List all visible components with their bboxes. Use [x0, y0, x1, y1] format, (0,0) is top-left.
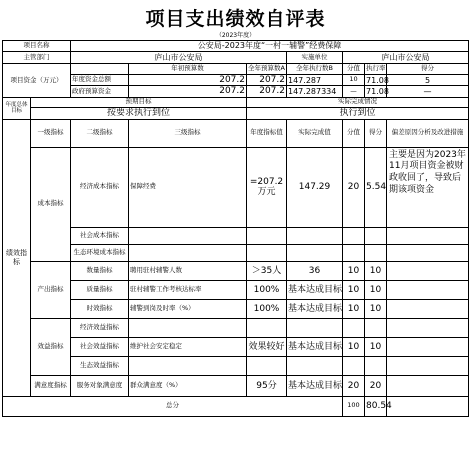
perf-l1-satisfaction: 满意度指标 — [31, 375, 71, 396]
perf-l1-output: 产出指标 — [31, 261, 71, 318]
perf-reason-empty — [387, 244, 469, 261]
impl-value: 庐山市公安局 — [343, 52, 469, 64]
perf-l2: 服务对象满意度 — [71, 375, 129, 396]
perf-actual: 36 — [287, 261, 343, 280]
funds-header-executed: 全年执行数B — [287, 64, 343, 75]
perf-score-empty — [365, 318, 387, 337]
perf-l3: 辅警到岗及时率（%） — [129, 299, 247, 318]
perf-l3: 聘用驻村辅警人数 — [129, 261, 247, 280]
perf-weight: 10 — [343, 280, 365, 299]
perf-score: 10 — [365, 299, 387, 318]
perf-target: 100% — [247, 299, 287, 318]
funds-header-weight: 分值 — [343, 64, 365, 75]
perf-l2: 经济效益指标 — [71, 318, 129, 337]
perf-reason-empty — [387, 375, 469, 396]
funds-header-rate: 执行率 — [365, 64, 387, 75]
perf-reason-empty — [387, 299, 469, 318]
perf-actual: 基本达成目标 — [287, 280, 343, 299]
perf-l1-cost: 成本指标 — [31, 147, 71, 261]
funds-weight: 10 — [343, 75, 365, 86]
goals-actual-value: 执行到位 — [247, 107, 469, 119]
funds-header-initial: 年初预算数 — [129, 64, 247, 75]
funds-weight: — — [343, 86, 365, 97]
impl-label: 实施单位 — [287, 52, 343, 64]
total-reason-empty — [387, 396, 469, 416]
perf-weight: 20 — [343, 147, 365, 227]
perf-reason-empty — [387, 280, 469, 299]
perf-l2: 社会成本指标 — [71, 227, 129, 244]
funds-executed: 147.287334 — [287, 86, 343, 97]
perf-header-l3: 三级指标 — [129, 119, 247, 147]
perf-header-reason: 偏差原因分析及改进措施 — [387, 119, 469, 147]
goals-expected-value: 按要求执行到位 — [31, 107, 247, 119]
perf-l2: 生态效益指标 — [71, 356, 129, 375]
perf-actual: 147.29 — [287, 147, 343, 227]
dept-value: 庐山市公安局 — [71, 52, 287, 64]
perf-l2: 数量指标 — [71, 261, 129, 280]
funds-rate: 71.08 — [366, 86, 389, 96]
perf-actual-empty — [287, 227, 343, 244]
funds-annual: 207.2 — [247, 75, 287, 86]
perf-target: 95分 — [247, 375, 287, 396]
perf-weight: 10 — [343, 261, 365, 280]
perf-l2: 时效指标 — [71, 299, 129, 318]
perf-target-empty — [247, 244, 287, 261]
funds-header-annual: 全年预算数A — [247, 64, 287, 75]
perf-l3: 保障经费 — [129, 147, 247, 227]
perf-actual-empty — [287, 244, 343, 261]
perf-target: =207.2万元 — [247, 147, 287, 227]
funds-executed: 147.287 — [287, 75, 343, 86]
perf-target-empty — [247, 356, 287, 375]
perf-score: 5.54 — [365, 147, 387, 227]
perf-reason: 主要是因为2023年11月项目资金被财政收回了，导致后期该项资金 — [387, 147, 469, 227]
perf-weight: 10 — [343, 299, 365, 318]
perf-l2: 生态环境成本指标 — [71, 244, 129, 261]
total-score: 80.54 — [365, 396, 387, 416]
self-evaluation-table — [2, 40, 469, 417]
funds-row-label: 年度资金总额 — [71, 75, 129, 86]
goals-label: 年度总体目标 — [3, 97, 31, 119]
perf-weight: 10 — [343, 337, 365, 356]
total-label: 总分 — [3, 396, 343, 416]
perf-l3-empty — [129, 227, 247, 244]
perf-score: 20 — [365, 375, 387, 396]
funds-annual: 207.2 — [247, 86, 287, 97]
perf-reason-empty — [387, 227, 469, 244]
perf-header-score: 得分 — [365, 119, 387, 147]
perf-actual-empty — [287, 318, 343, 337]
perf-score: 10 — [365, 280, 387, 299]
perf-score-empty — [365, 356, 387, 375]
perf-reason-empty — [387, 318, 469, 337]
funds-initial: 207.2 — [129, 86, 247, 97]
perf-weight-empty — [343, 227, 365, 244]
total-weight: 100 — [343, 396, 365, 416]
perf-l3-empty — [129, 244, 247, 261]
project-name-value: 公安局-2023年度“一村一辅警”经费保障 — [71, 41, 469, 52]
perf-l1-benefit: 效益指标 — [31, 318, 71, 375]
perf-l3: 驻村辅警工作考核达标率 — [129, 280, 247, 299]
dept-label: 主管部门 — [3, 52, 71, 64]
perf-weight-empty — [343, 318, 365, 337]
perf-reason-empty — [387, 261, 469, 280]
funds-score: 5 — [387, 75, 469, 86]
perf-target-empty — [247, 318, 287, 337]
perf-actual-empty — [287, 356, 343, 375]
perf-header-l1: 一级指标 — [31, 119, 71, 147]
goals-expected-label: 预期目标 — [31, 97, 247, 107]
perf-header-actual: 实际完成值 — [287, 119, 343, 147]
perf-reason-empty — [387, 356, 469, 375]
perf-score-empty — [365, 227, 387, 244]
perf-target: ＞35人 — [247, 261, 287, 280]
perf-target: 100% — [247, 280, 287, 299]
funds-initial: 207.2 — [129, 75, 247, 86]
page-subtitle: （2023年度） — [215, 32, 256, 39]
perf-l3-empty — [129, 318, 247, 337]
perf-weight-empty — [343, 356, 365, 375]
perf-score: 10 — [365, 261, 387, 280]
perf-actual: 基本达成目标 — [287, 337, 343, 356]
perf-section-label: 绩效指标 — [3, 119, 31, 396]
perf-l2: 社会效益指标 — [71, 337, 129, 356]
funds-header-blank — [71, 64, 129, 75]
perf-score: 10 — [365, 337, 387, 356]
perf-header-weight: 分值 — [343, 119, 365, 147]
perf-header-target: 年度指标值 — [247, 119, 287, 147]
perf-l2: 经济成本指标 — [71, 147, 129, 227]
perf-l3: 维护社会安定稳定 — [129, 337, 247, 356]
perf-l3: 群众满意度（%） — [129, 375, 247, 396]
perf-l3-empty — [129, 356, 247, 375]
perf-target: 效果较好 — [247, 337, 287, 356]
perf-l2: 质量指标 — [71, 280, 129, 299]
funds-section-label: 项目资金（万元） — [3, 64, 71, 98]
perf-actual: 基本达成目标 — [287, 375, 343, 396]
perf-header-l2: 二级指标 — [71, 119, 129, 147]
perf-score-empty — [365, 244, 387, 261]
perf-weight-empty — [343, 244, 365, 261]
perf-weight: 20 — [343, 375, 365, 396]
funds-header-score: 得分 — [387, 64, 469, 75]
project-name-label: 项目名称 — [3, 41, 71, 52]
perf-reason-empty — [387, 337, 469, 356]
page-title: 项目支出绩效自评表 — [145, 8, 326, 30]
perf-target-empty — [247, 227, 287, 244]
goals-actual-label: 实际完成情况 — [247, 97, 469, 107]
perf-actual: 基本达成目标 — [287, 299, 343, 318]
funds-score: — — [387, 86, 469, 97]
funds-row-label: 政府预算资金 — [71, 86, 129, 97]
funds-rate: 71.08 — [366, 75, 389, 85]
